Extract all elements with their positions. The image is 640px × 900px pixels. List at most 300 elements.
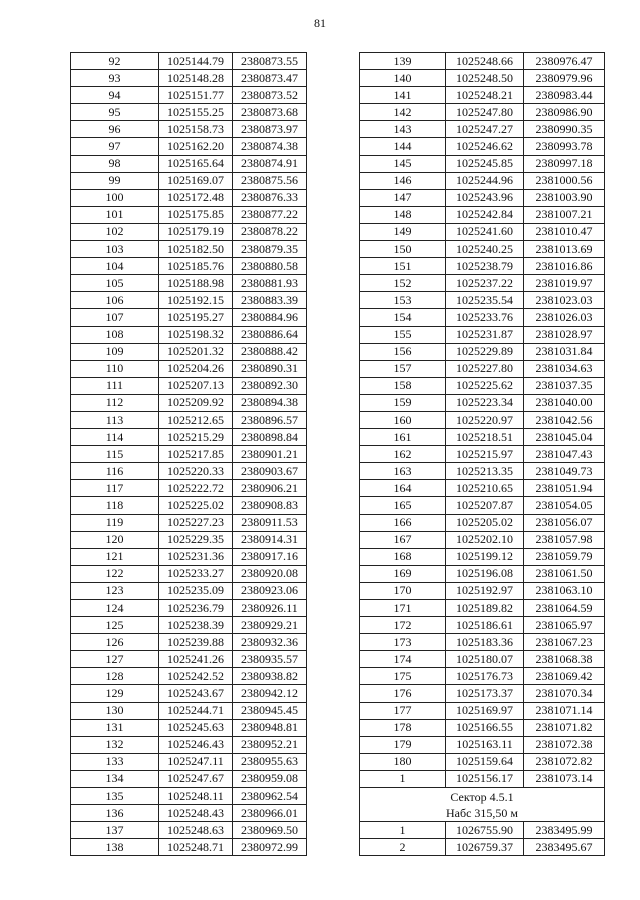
table-row (71, 326, 307, 343)
table-row (71, 565, 307, 582)
sector-header (360, 788, 605, 822)
y-coordinate-cell: 2380923.06 (233, 582, 307, 599)
point-number-cell: 120 (71, 531, 159, 548)
y-coordinate-cell: 2380898.84 (233, 429, 307, 446)
table-row (71, 617, 307, 634)
point-number-cell: 140 (360, 70, 446, 87)
x-coordinate-cell: 1025212.65 (159, 411, 233, 428)
table-row (360, 155, 605, 172)
x-coordinate-cell: 1025233.76 (446, 309, 524, 326)
y-coordinate-cell: 2380879.35 (233, 241, 307, 258)
x-coordinate-cell: 1025175.85 (159, 206, 233, 223)
table-row (360, 326, 605, 343)
y-coordinate-cell: 2381013.69 (524, 241, 605, 258)
table-row (360, 429, 605, 446)
y-coordinate-cell: 2380962.54 (233, 788, 307, 805)
y-coordinate-cell: 2380873.52 (233, 87, 307, 104)
x-coordinate-cell: 1025151.77 (159, 87, 233, 104)
point-number-cell: 111 (71, 377, 159, 394)
x-coordinate-cell: 1025218.51 (446, 429, 524, 446)
table-row (360, 446, 605, 463)
y-coordinate-cell: 2380894.38 (233, 394, 307, 411)
point-number-cell: 113 (71, 411, 159, 428)
x-coordinate-cell: 1025155.25 (159, 104, 233, 121)
y-coordinate-cell: 2380896.57 (233, 411, 307, 428)
x-coordinate-cell: 1025245.63 (159, 719, 233, 736)
x-coordinate-cell: 1025185.76 (159, 258, 233, 275)
y-coordinate-cell: 2381047.43 (524, 446, 605, 463)
x-coordinate-cell: 1025237.22 (446, 275, 524, 292)
point-number-cell: 171 (360, 600, 446, 617)
table-row (71, 309, 307, 326)
x-coordinate-cell: 1025238.39 (159, 617, 233, 634)
table-row (360, 600, 605, 617)
table-row (360, 189, 605, 206)
y-coordinate-cell: 2381061.50 (524, 565, 605, 582)
point-number-cell: 147 (360, 189, 446, 206)
y-coordinate-cell: 2381072.82 (524, 753, 605, 770)
table-row (360, 70, 605, 87)
point-number-cell: 119 (71, 514, 159, 531)
x-coordinate-cell: 1025235.09 (159, 582, 233, 599)
point-number-cell: 178 (360, 719, 446, 736)
y-coordinate-cell: 2381069.42 (524, 668, 605, 685)
x-coordinate-cell: 1025169.97 (446, 702, 524, 719)
y-coordinate-cell: 2381040.00 (524, 394, 605, 411)
point-number-cell: 114 (71, 429, 159, 446)
y-coordinate-cell: 2381042.56 (524, 411, 605, 428)
point-number-cell: 116 (71, 463, 159, 480)
x-coordinate-cell: 1025172.48 (159, 189, 233, 206)
x-coordinate-cell: 1025225.62 (446, 377, 524, 394)
point-number-cell: 160 (360, 411, 446, 428)
x-coordinate-cell: 1025204.26 (159, 360, 233, 377)
x-coordinate-cell: 1025248.63 (159, 822, 233, 839)
x-coordinate-cell: 1025207.87 (446, 497, 524, 514)
point-number-cell: 101 (71, 206, 159, 223)
y-coordinate-cell: 2380876.33 (233, 189, 307, 206)
x-coordinate-cell: 1025183.36 (446, 634, 524, 651)
y-coordinate-cell: 2380969.50 (233, 822, 307, 839)
y-coordinate-cell: 2381051.94 (524, 480, 605, 497)
x-coordinate-cell: 1025238.79 (446, 258, 524, 275)
point-number-cell: 137 (71, 822, 159, 839)
x-coordinate-cell: 1025176.73 (446, 668, 524, 685)
table-row (71, 53, 307, 70)
x-coordinate-cell: 1025163.11 (446, 736, 524, 753)
x-coordinate-cell: 1025223.34 (446, 394, 524, 411)
x-coordinate-cell: 1025231.36 (159, 548, 233, 565)
y-coordinate-cell: 2380938.82 (233, 668, 307, 685)
point-number-cell: 151 (360, 258, 446, 275)
y-coordinate-cell: 2380990.35 (524, 121, 605, 138)
point-number-cell: 146 (360, 172, 446, 189)
table-row (71, 600, 307, 617)
y-coordinate-cell: 2380878.22 (233, 223, 307, 240)
x-coordinate-cell: 1025182.50 (159, 241, 233, 258)
table-row (71, 582, 307, 599)
table-row (360, 104, 605, 121)
table-row (71, 788, 307, 805)
table-row (360, 172, 605, 189)
point-number-cell: 106 (71, 292, 159, 309)
table-row (71, 104, 307, 121)
x-coordinate-cell: 1025246.62 (446, 138, 524, 155)
x-coordinate-cell: 1025198.32 (159, 326, 233, 343)
x-coordinate-cell: 1025148.28 (159, 70, 233, 87)
x-coordinate-cell: 1025165.64 (159, 155, 233, 172)
y-coordinate-cell: 2380955.63 (233, 753, 307, 770)
table-row (360, 839, 605, 856)
table-row (360, 497, 605, 514)
point-number-cell: 98 (71, 155, 159, 172)
table-row (360, 343, 605, 360)
y-coordinate-cell: 2380979.96 (524, 70, 605, 87)
y-coordinate-cell: 2381057.98 (524, 531, 605, 548)
point-number-cell: 92 (71, 53, 159, 70)
x-coordinate-cell: 1025195.27 (159, 309, 233, 326)
table-row (360, 736, 605, 753)
y-coordinate-cell: 2380976.47 (524, 53, 605, 70)
x-coordinate-cell: 1025227.80 (446, 360, 524, 377)
table-row (71, 497, 307, 514)
x-coordinate-cell: 1025248.11 (159, 788, 233, 805)
x-coordinate-cell: 1025243.96 (446, 189, 524, 206)
table-row (71, 394, 307, 411)
y-coordinate-cell: 2380890.31 (233, 360, 307, 377)
table-row (360, 531, 605, 548)
point-number-cell: 123 (71, 582, 159, 599)
point-number-cell: 172 (360, 617, 446, 634)
point-number-cell: 134 (71, 770, 159, 787)
table-row (360, 719, 605, 736)
y-coordinate-cell: 2381007.21 (524, 206, 605, 223)
y-coordinate-cell: 2380929.21 (233, 617, 307, 634)
table-row (71, 839, 307, 856)
x-coordinate-cell: 1025180.07 (446, 651, 524, 668)
point-number-cell: 136 (71, 805, 159, 822)
point-number-cell: 167 (360, 531, 446, 548)
x-coordinate-cell: 1025236.79 (159, 600, 233, 617)
point-number-cell: 156 (360, 343, 446, 360)
table-row (360, 617, 605, 634)
table-row (71, 446, 307, 463)
y-coordinate-cell: 2381003.90 (524, 189, 605, 206)
y-coordinate-cell: 2380952.21 (233, 736, 307, 753)
point-number-cell: 139 (360, 53, 446, 70)
point-number-cell: 173 (360, 634, 446, 651)
point-number-cell: 130 (71, 702, 159, 719)
point-number-cell: 143 (360, 121, 446, 138)
x-coordinate-cell: 1025242.84 (446, 206, 524, 223)
point-number-cell: 133 (71, 753, 159, 770)
x-coordinate-cell: 1025210.65 (446, 480, 524, 497)
x-coordinate-cell: 1025220.97 (446, 411, 524, 428)
table-row (360, 309, 605, 326)
x-coordinate-cell: 1025241.26 (159, 651, 233, 668)
table-row (360, 651, 605, 668)
y-coordinate-cell: 2380888.42 (233, 343, 307, 360)
y-coordinate-cell: 2380901.21 (233, 446, 307, 463)
y-coordinate-cell: 2380932.36 (233, 634, 307, 651)
y-coordinate-cell: 2381031.84 (524, 343, 605, 360)
coordinates-table-right (359, 52, 605, 856)
y-coordinate-cell: 2381071.82 (524, 719, 605, 736)
y-coordinate-cell: 2380914.31 (233, 531, 307, 548)
y-coordinate-cell: 2381054.05 (524, 497, 605, 514)
point-number-cell: 169 (360, 565, 446, 582)
x-coordinate-cell: 1025166.55 (446, 719, 524, 736)
table-row (360, 360, 605, 377)
table-row (360, 463, 605, 480)
x-coordinate-cell: 1025247.80 (446, 104, 524, 121)
y-coordinate-cell: 2381064.59 (524, 600, 605, 617)
point-number-cell: 108 (71, 326, 159, 343)
sector-subtitle: Набс 315,50 м (445, 805, 519, 820)
point-number-cell: 164 (360, 480, 446, 497)
x-coordinate-cell: 1025235.54 (446, 292, 524, 309)
x-coordinate-cell: 1025231.87 (446, 326, 524, 343)
x-coordinate-cell: 1025248.43 (159, 805, 233, 822)
table-row (71, 292, 307, 309)
table-row (71, 668, 307, 685)
x-coordinate-cell: 1025192.15 (159, 292, 233, 309)
y-coordinate-cell: 2381034.63 (524, 360, 605, 377)
x-coordinate-cell: 1025215.97 (446, 446, 524, 463)
x-coordinate-cell: 1025158.73 (159, 121, 233, 138)
point-number-cell: 93 (71, 70, 159, 87)
y-coordinate-cell: 2380881.93 (233, 275, 307, 292)
point-number-cell: 107 (71, 309, 159, 326)
table-row (71, 480, 307, 497)
point-number-cell: 166 (360, 514, 446, 531)
y-coordinate-cell: 2380959.08 (233, 770, 307, 787)
x-coordinate-cell: 1025205.02 (446, 514, 524, 531)
table-row (360, 565, 605, 582)
x-coordinate-cell: 1025222.72 (159, 480, 233, 497)
x-coordinate-cell: 1025243.67 (159, 685, 233, 702)
x-coordinate-cell: 1025220.33 (159, 463, 233, 480)
table-row (360, 668, 605, 685)
y-coordinate-cell: 2381000.56 (524, 172, 605, 189)
point-number-cell: 150 (360, 241, 446, 258)
table-row (71, 241, 307, 258)
point-number-cell: 99 (71, 172, 159, 189)
point-number-cell: 138 (71, 839, 159, 856)
y-coordinate-cell: 2381063.10 (524, 582, 605, 599)
point-number-cell: 165 (360, 497, 446, 514)
point-number-cell: 135 (71, 788, 159, 805)
table-row (360, 634, 605, 651)
point-number-cell: 103 (71, 241, 159, 258)
table-row (71, 172, 307, 189)
table-row (71, 223, 307, 240)
table-row (71, 377, 307, 394)
y-coordinate-cell: 2381070.34 (524, 685, 605, 702)
y-coordinate-cell: 2380993.78 (524, 138, 605, 155)
point-number-cell: 112 (71, 394, 159, 411)
x-coordinate-cell: 1025173.37 (446, 685, 524, 702)
x-coordinate-cell: 1025201.32 (159, 343, 233, 360)
table-row (71, 463, 307, 480)
x-coordinate-cell: 1025209.92 (159, 394, 233, 411)
x-coordinate-cell: 1025199.12 (446, 548, 524, 565)
y-coordinate-cell: 2380945.45 (233, 702, 307, 719)
y-coordinate-cell: 2381019.97 (524, 275, 605, 292)
x-coordinate-cell: 1025225.02 (159, 497, 233, 514)
table-row (360, 480, 605, 497)
table-row (71, 805, 307, 822)
coordinates-table-left (70, 52, 307, 856)
table-row (360, 822, 605, 839)
point-number-cell: 97 (71, 138, 159, 155)
point-number-cell: 96 (71, 121, 159, 138)
y-coordinate-cell: 2380874.91 (233, 155, 307, 172)
y-coordinate-cell: 2380983.44 (524, 87, 605, 104)
y-coordinate-cell: 2380886.64 (233, 326, 307, 343)
table-row (360, 582, 605, 599)
point-number-cell: 152 (360, 275, 446, 292)
y-coordinate-cell: 2383495.99 (524, 822, 605, 839)
sector-title: Сектор 4.5.1 (450, 789, 514, 804)
point-number-cell: 177 (360, 702, 446, 719)
y-coordinate-cell: 2380877.22 (233, 206, 307, 223)
table-row (71, 411, 307, 428)
table-row (71, 138, 307, 155)
table-row (360, 514, 605, 531)
table-row (360, 685, 605, 702)
y-coordinate-cell: 2380966.01 (233, 805, 307, 822)
y-coordinate-cell: 2381072.38 (524, 736, 605, 753)
y-coordinate-cell: 2381073.14 (524, 770, 605, 787)
point-number-cell: 1 (360, 770, 446, 787)
x-coordinate-cell: 1025247.11 (159, 753, 233, 770)
point-number-cell: 175 (360, 668, 446, 685)
y-coordinate-cell: 2380873.55 (233, 53, 307, 70)
x-coordinate-cell: 1026759.37 (446, 839, 524, 856)
table-row (360, 87, 605, 104)
y-coordinate-cell: 2380972.99 (233, 839, 307, 856)
point-number-cell: 127 (71, 651, 159, 668)
x-coordinate-cell: 1025245.85 (446, 155, 524, 172)
table-row (71, 770, 307, 787)
x-coordinate-cell: 1025246.43 (159, 736, 233, 753)
point-number-cell: 122 (71, 565, 159, 582)
point-number-cell: 162 (360, 446, 446, 463)
point-number-cell: 161 (360, 429, 446, 446)
table-row (71, 531, 307, 548)
point-number-cell: 115 (71, 446, 159, 463)
point-number-cell: 1 (360, 822, 446, 839)
point-number-cell: 157 (360, 360, 446, 377)
y-coordinate-cell: 2380903.67 (233, 463, 307, 480)
y-coordinate-cell: 2380942.12 (233, 685, 307, 702)
x-coordinate-cell: 1025207.13 (159, 377, 233, 394)
x-coordinate-cell: 1025240.25 (446, 241, 524, 258)
point-number-cell: 153 (360, 292, 446, 309)
x-coordinate-cell: 1025196.08 (446, 565, 524, 582)
x-coordinate-cell: 1025179.19 (159, 223, 233, 240)
y-coordinate-cell: 2380884.96 (233, 309, 307, 326)
point-number-cell: 126 (71, 634, 159, 651)
x-coordinate-cell: 1025159.64 (446, 753, 524, 770)
x-coordinate-cell: 1026755.90 (446, 822, 524, 839)
table-row (360, 548, 605, 565)
x-coordinate-cell: 1025189.82 (446, 600, 524, 617)
table-row (71, 702, 307, 719)
point-number-cell: 124 (71, 600, 159, 617)
y-coordinate-cell: 2381016.86 (524, 258, 605, 275)
x-coordinate-cell: 1025248.66 (446, 53, 524, 70)
y-coordinate-cell: 2381059.79 (524, 548, 605, 565)
point-number-cell: 141 (360, 87, 446, 104)
x-coordinate-cell: 1025188.98 (159, 275, 233, 292)
x-coordinate-cell: 1025213.35 (446, 463, 524, 480)
point-number-cell: 163 (360, 463, 446, 480)
table-row (71, 275, 307, 292)
y-coordinate-cell: 2381056.07 (524, 514, 605, 531)
x-coordinate-cell: 1025241.60 (446, 223, 524, 240)
point-number-cell: 158 (360, 377, 446, 394)
x-coordinate-cell: 1025169.07 (159, 172, 233, 189)
x-coordinate-cell: 1025192.97 (446, 582, 524, 599)
point-number-cell: 176 (360, 685, 446, 702)
table-row (71, 753, 307, 770)
y-coordinate-cell: 2380873.68 (233, 104, 307, 121)
x-coordinate-cell: 1025186.61 (446, 617, 524, 634)
y-coordinate-cell: 2380874.38 (233, 138, 307, 155)
y-coordinate-cell: 2381049.73 (524, 463, 605, 480)
table-row (71, 719, 307, 736)
y-coordinate-cell: 2381023.03 (524, 292, 605, 309)
point-number-cell: 144 (360, 138, 446, 155)
table-row (71, 429, 307, 446)
sector-header-row (360, 788, 605, 822)
table-row (71, 155, 307, 172)
point-number-cell: 149 (360, 223, 446, 240)
point-number-cell: 159 (360, 394, 446, 411)
y-coordinate-cell: 2381071.14 (524, 702, 605, 719)
y-coordinate-cell: 2381037.35 (524, 377, 605, 394)
point-number-cell: 128 (71, 668, 159, 685)
point-number-cell: 180 (360, 753, 446, 770)
table-row (71, 651, 307, 668)
table-row (360, 223, 605, 240)
y-coordinate-cell: 2380880.58 (233, 258, 307, 275)
y-coordinate-cell: 2381045.04 (524, 429, 605, 446)
table-row (360, 292, 605, 309)
y-coordinate-cell: 2380917.16 (233, 548, 307, 565)
table-row (71, 87, 307, 104)
point-number-cell: 100 (71, 189, 159, 206)
y-coordinate-cell: 2380883.39 (233, 292, 307, 309)
table-row (71, 514, 307, 531)
table-row (71, 189, 307, 206)
x-coordinate-cell: 1025156.17 (446, 770, 524, 787)
x-coordinate-cell: 1025248.50 (446, 70, 524, 87)
point-number-cell: 95 (71, 104, 159, 121)
point-number-cell: 142 (360, 104, 446, 121)
point-number-cell: 179 (360, 736, 446, 753)
table-row (360, 258, 605, 275)
x-coordinate-cell: 1025244.96 (446, 172, 524, 189)
x-coordinate-cell: 1025247.67 (159, 770, 233, 787)
y-coordinate-cell: 2380920.08 (233, 565, 307, 582)
x-coordinate-cell: 1025248.21 (446, 87, 524, 104)
x-coordinate-cell: 1025248.71 (159, 839, 233, 856)
y-coordinate-cell: 2383495.67 (524, 839, 605, 856)
table-row (360, 138, 605, 155)
